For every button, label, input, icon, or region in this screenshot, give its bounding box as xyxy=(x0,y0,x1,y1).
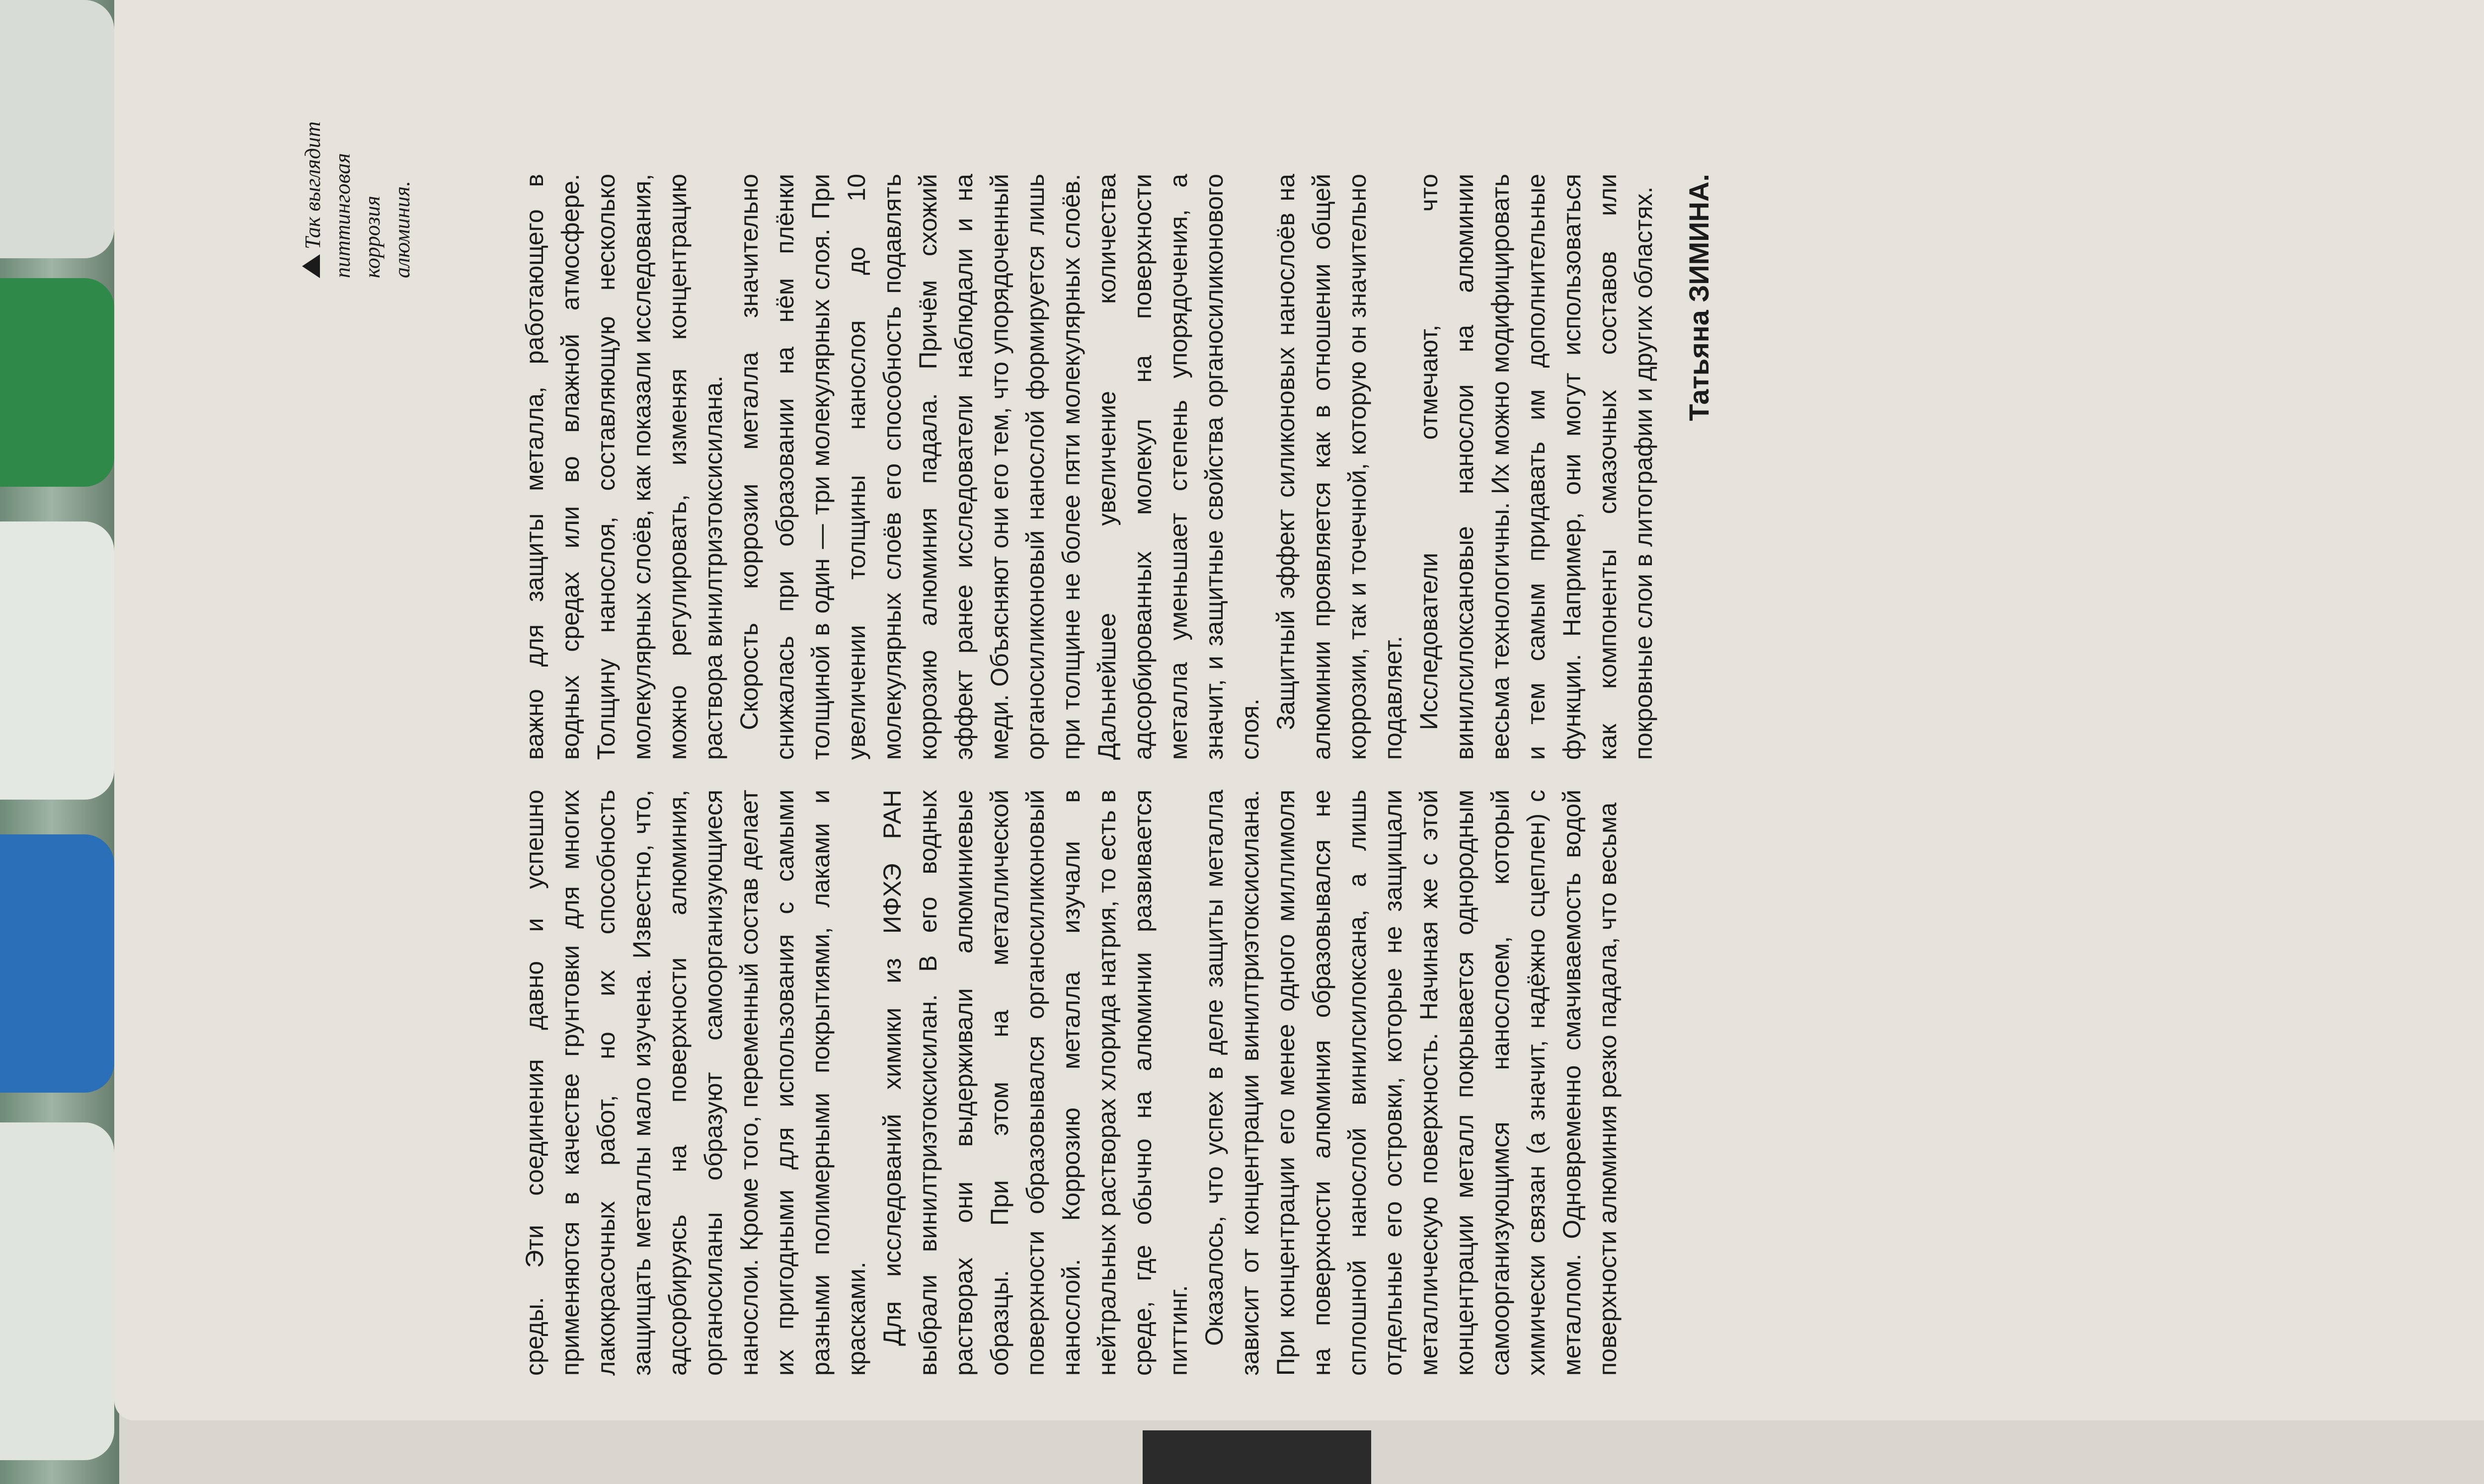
paragraph: среды. Эти соединения давно и успешно применяются в качестве грунтовки для многих лакокрасочных работ, но их способность защищать металлы мало изучена. Известно, что, адсорбируясь на поверхности алюминия, органосиланы образуют самоорганизующиеся нанослои. Кроме того, переменный состав делает их пригодными для использования с самыми разными полимерными покрытиями, лаками и красками. xyxy=(521,790,870,1376)
article-column-1 xyxy=(517,790,1626,1376)
caption-pointer-icon xyxy=(302,254,320,278)
paragraph: Защитный эффект силиконовых нанослоёв на алюминии проявляется как в отношении общей коррозии, так и точечной, которую он значительно подавляет. xyxy=(1272,174,1407,760)
background-tub xyxy=(0,521,114,800)
opposite-page-image xyxy=(1143,1430,1371,1484)
background-tub xyxy=(0,1122,114,1460)
background-tub xyxy=(0,278,114,487)
paragraph: важно для защиты металла, работающего в водных средах или во влажной атмосфере. Толщину нанослоя, составляющую несколько молекулярных слоёв, как показали исследования, можно регулировать, изменяя концентрацию раствора винилтриэтоксисилана. xyxy=(521,174,727,760)
paragraph: Для исследований химики из ИФХЭ РАН выбрали винилтриэтоксисилан. В его водных растворах они выдерживали алюминиевые образцы. При этом на металлической поверхности образовывался органосиликоновый нанослой. Коррозию металла изучали в нейтральных растворах хлорида натрия, то есть в среде, где обычно на алюминии развивается питтинг. xyxy=(878,790,1192,1376)
paragraph: Исследователи отмечают, что винилсилоксановые нанослои на алюминии весьма технологичны. Их можно модифицировать и тем самым придавать им дополнительные функции. Например, они могут использоваться как компоненты смазочных составов или покровные слои в литографии и других областях. xyxy=(1415,174,1657,760)
paragraph: Оказалось, что успех в деле защиты металла зависит от концентрации винилтриэтоксисилана. При концентрации его менее одного миллимоля на поверхности алюминия образовывался не сплошной нанослой винилсилоксана, а лишь отдельные его островки, которые не защищали металлическую поверхность. Начиная же с этой концентрации металл покрывается однородным самоорганизующимся нанослоем, который химически связан (а значит, надёжно сцеплен) с металлом. Одновременно смачиваемость водой поверхности алюминия резко падала, что весьма xyxy=(1200,790,1622,1376)
background-tub xyxy=(0,0,114,258)
figure-caption xyxy=(298,109,417,278)
rotated-page-content xyxy=(238,0,2484,1420)
background-tub xyxy=(0,834,114,1093)
paragraph: Скорость коррозии металла значительно снижалась при образовании на нём плёнки толщиной в один — три молекулярных слоя. При увеличении толщины нанослоя до 10 молекулярных слоёв его способность подавлять коррозию алюминия падала. Причём схожий эффект ранее исследователи наблюдали и на меди. Объясняют они его тем, что упорядоченный органосиликоновый нанослой формируется лишь при толщине не более пяти молекулярных слоёв. Дальнейшее увеличение количества адсорбированных молекул на поверхности металла уменьшает степень упорядочения, а значит, и защитные свойства органосиликонового слоя. xyxy=(735,174,1264,760)
author-signature: Татьяна ЗИМИНА. xyxy=(1683,174,1714,421)
magazine-page xyxy=(114,0,2484,1420)
article-column-2 xyxy=(517,174,1717,760)
caption-text: Так выглядит питтинговая коррозия алюминия. xyxy=(301,121,414,278)
